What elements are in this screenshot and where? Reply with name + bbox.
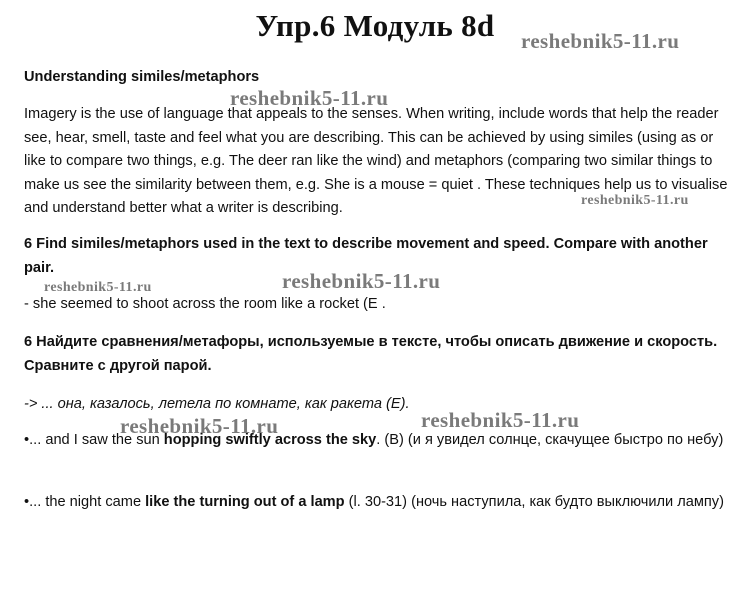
task-heading-en: 6 Find similes/metaphors used in the text to describe movement and speed. Compare with another pair.: [24, 236, 708, 276]
section-body: Imagery is the use of language that appeals to the senses. When writing, include words that help the reader see, hear, smell, taste and feel what you are describing. This can be achieved by using similes (using as or like to compare two things, e.g. The deer ran like the wind) and metaphors (comparing two similar things to make us see the similarity between them, e.g. She is a mouse = quiet . These techniques help us to visualise and understand better what a writer is describing.: [24, 106, 728, 217]
watermark: reshebnik5-11.ru: [120, 414, 279, 438]
watermark: reshebnik5-11.ru: [581, 193, 689, 208]
task-answer-en: - she seemed to shoot across the room like a rocket (E .: [24, 296, 386, 312]
watermark: reshebnik5-11.ru: [44, 280, 152, 295]
task-heading-ru: 6 Найдите сравнения/метафоры, используемые в тексте, чтобы описать движение и скорость. Сравните с другой парой.: [24, 334, 718, 374]
list-item: •... the night came like the turning out of a lamp (l. 30-31) (ночь наступила, как будто выключили лампу): [24, 494, 724, 510]
list-item: •... and I saw the sun hopping swiftly across the sky. (B) (и я увидел солнце, скачущее быстро по небу): [24, 432, 724, 448]
page-title: Упр.6 Модуль 8d: [255, 8, 495, 43]
task-answer-ru: -> ... она, казалось, летела по комнате, как ракета (E).: [24, 396, 410, 412]
watermark: reshebnik5-11.ru: [421, 408, 580, 432]
watermark: reshebnik5-11.ru: [230, 86, 389, 110]
watermark: reshebnik5-11.ru: [282, 269, 441, 293]
watermark: reshebnik5-11.ru: [521, 29, 680, 53]
section-heading: Understanding similes/metaphors: [24, 69, 260, 85]
